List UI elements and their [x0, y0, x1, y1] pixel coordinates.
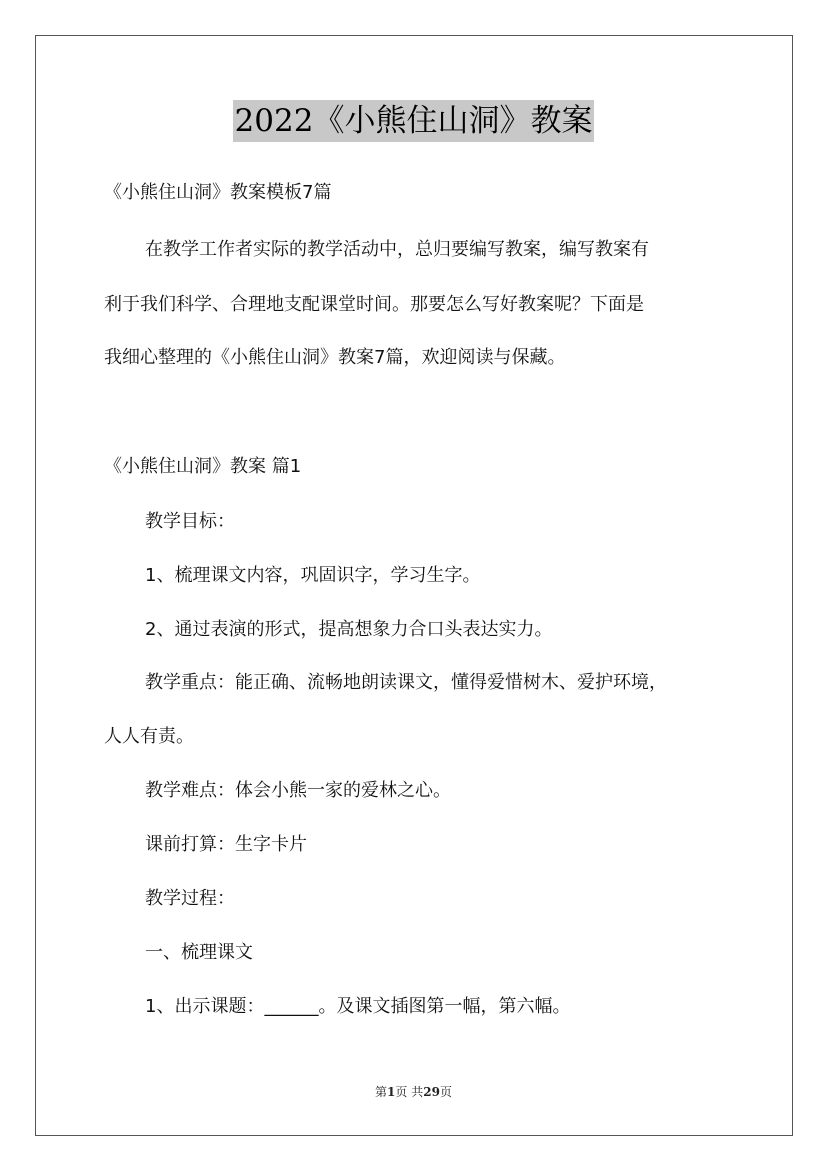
step-heading: 一、梳理课文 [145, 942, 253, 963]
section-heading: 《小熊住山洞》教案 篇1 [104, 456, 302, 477]
footer-total-suffix: 页 [439, 1085, 452, 1099]
intro-line-2: 利于我们科学、合理地支配课堂时间。那要怎么写好教案呢？下面是 [104, 294, 644, 315]
process-label: 教学过程： [145, 888, 235, 909]
teaching-goal-label: 教学目标： [145, 511, 235, 532]
difficulty-line: 教学难点：体会小熊一家的爱林之心。 [145, 780, 451, 801]
goal-item-2: 2、通过表演的形式，提高想象力合口头表达实力。 [145, 619, 553, 640]
footer-page-number: 1 [387, 1085, 396, 1099]
title-container [0, 100, 827, 142]
step-item-1: 1、出示课题：______。及课文插图第一幅，第六幅。 [145, 996, 571, 1017]
intro-line-3: 我细心整理的《小熊住山洞》教案7篇，欢迎阅读与保藏。 [104, 347, 566, 368]
subtitle-line: 《小熊住山洞》教案模板7篇 [104, 182, 332, 203]
key-point-line-2: 人人有责。 [104, 726, 194, 747]
footer-page-suffix: 页 共 [395, 1085, 424, 1099]
preparation-line: 课前打算：生字卡片 [145, 834, 307, 855]
footer-total-pages: 29 [423, 1085, 440, 1099]
intro-line-1: 在教学工作者实际的教学活动中，总归要编写教案，编写教案有 [145, 239, 649, 260]
document-title: 2022《小熊住山洞》教案 [233, 100, 595, 142]
goal-item-1: 1、梳理课文内容，巩固识字，学习生字。 [145, 565, 481, 586]
page-footer [0, 1084, 827, 1100]
footer-page-prefix: 第 [375, 1085, 388, 1099]
key-point-line-1: 教学重点：能正确、流畅地朗读课文，懂得爱惜树木、爱护环境， [145, 672, 667, 693]
